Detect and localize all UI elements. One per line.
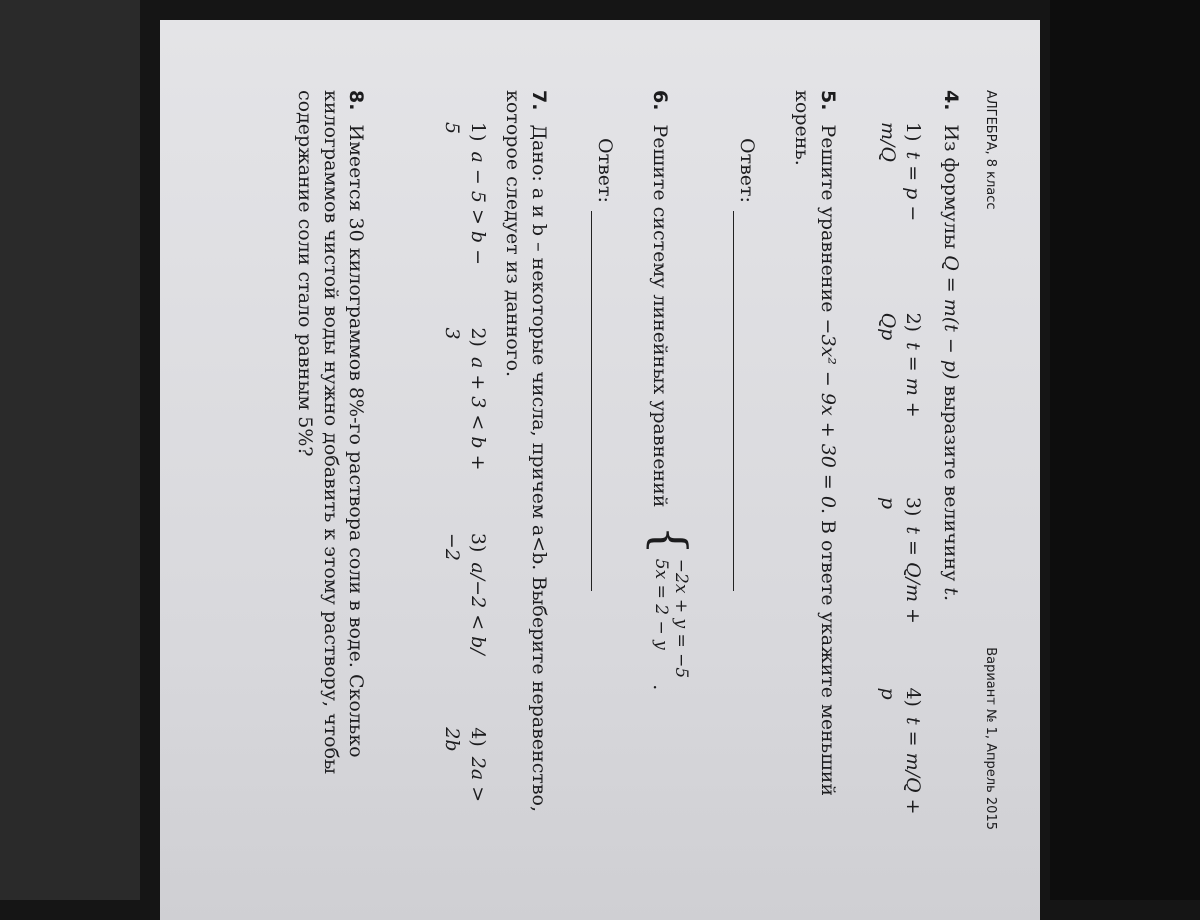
answer-label: Ответ:: [735, 138, 758, 203]
task-text: Решите уравнение: [817, 124, 840, 313]
task-6: [591, 90, 698, 830]
worksheet-content: [170, 20, 1020, 900]
option: 4)t = m/Q + p: [876, 687, 925, 815]
brace-icon: {: [643, 525, 698, 555]
answer-row: [733, 138, 759, 830]
equation: −3x² − 9x + 30 = 0: [817, 318, 840, 508]
task-text: Из формулы: [940, 124, 962, 250]
task-text: Имеется 30 килограммов 8%-го раствора соли в воде. Сколько килограммов чистой воды нужно добавить к этому раствору, чтобы содержание соли стало равным 5%?: [294, 90, 368, 775]
task-text: Решите систему линейных уравнений: [649, 124, 672, 508]
answer-field[interactable]: [733, 211, 752, 591]
equation-2: 5x = 2 − y: [651, 558, 672, 650]
task-number: 4.: [940, 90, 962, 111]
variable: t.: [940, 587, 962, 602]
page-header: [983, 90, 1020, 830]
task-5: [733, 90, 840, 830]
answer-field[interactable]: [591, 211, 610, 591]
option: 2)a + 3 < b + 3: [440, 327, 489, 471]
task-text: выразите величину: [940, 385, 962, 582]
option: 2)t = m + Qp: [876, 312, 925, 418]
option: 3)t = Q/m + p: [876, 496, 925, 624]
options-list: [874, 122, 925, 830]
task-text: . В ответе укажите меньший корень.: [791, 90, 840, 797]
background-left: [0, 0, 140, 900]
task-number: 7.: [527, 90, 550, 111]
background-right: [1050, 0, 1200, 900]
task-7: [438, 90, 551, 830]
option: 1)t = p − m/Q: [876, 122, 925, 222]
option: 3)a/−2 < b/−2: [440, 532, 489, 655]
variant-label: Вариант № 1, Апрель 2015: [983, 647, 998, 830]
subject-label: АЛГЕБРА, 8 класс: [983, 90, 998, 210]
task-8: [291, 90, 368, 830]
period: .: [649, 684, 672, 691]
worksheet-paper: [160, 20, 1040, 920]
task-text: Дано: a и b – некоторые числа, причем a<b. Выберите неравенство, которое следует из данного.: [502, 90, 550, 813]
formula: Q = m(t − p): [940, 255, 962, 380]
task-number: 6.: [649, 90, 672, 111]
equation-1: −2x + y = −5: [670, 558, 691, 679]
options-list: [438, 122, 489, 830]
answer-label: Ответ:: [593, 138, 616, 203]
task-number: 8.: [345, 90, 368, 111]
task-4: [874, 90, 963, 830]
answer-row: [591, 138, 617, 830]
option: 4)2a > 2b: [440, 727, 489, 803]
option: 1)a − 5 > b − 5: [440, 122, 489, 266]
task-number: 5.: [817, 90, 840, 111]
equation-system: [643, 525, 698, 679]
